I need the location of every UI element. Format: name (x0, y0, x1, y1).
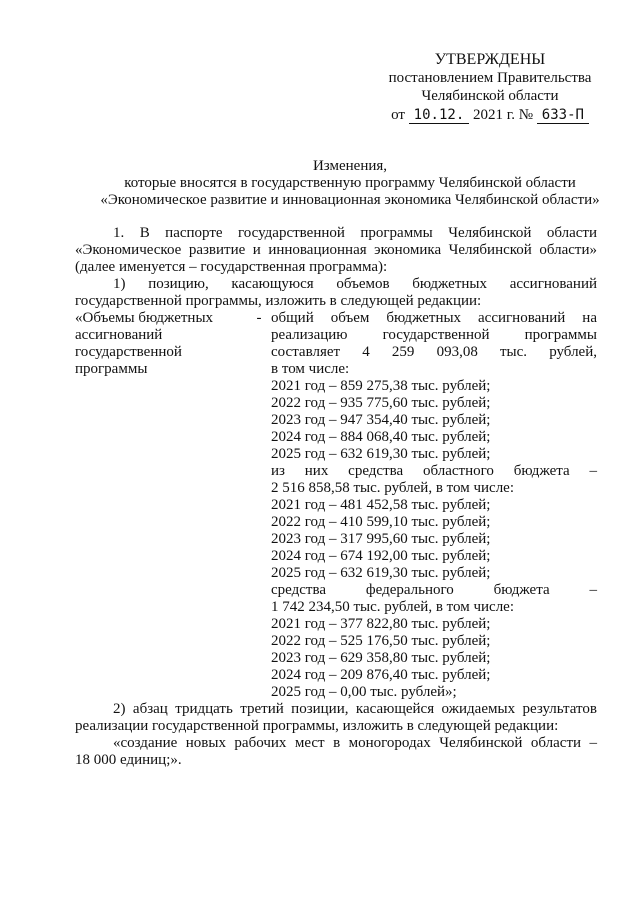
right-line: 2021 год – 859 275,38 тыс. рублей; (271, 378, 491, 394)
right-line: 2022 год – 935 775,60 тыс. рублей; (271, 395, 491, 411)
right-line: составляет 4 259 093,08 тыс. рублей, (271, 344, 597, 360)
right-line: из них средства областного бюджета – (271, 463, 597, 479)
item-1-line-2: государственной программы, изложить в следующей редакции: (75, 293, 482, 309)
right-line: 2021 год – 377 822,80 тыс. рублей; (271, 616, 491, 632)
approval-heading: УТВЕРЖДЕНЫ (434, 51, 546, 68)
right-line: 2025 год – 632 619,30 тыс. рублей; (271, 565, 491, 581)
approval-line-1: постановлением Правительства (388, 70, 592, 86)
right-line: 2024 год – 209 876,40 тыс. рублей; (271, 667, 491, 683)
approval-block (380, 50, 600, 124)
passport-table (75, 310, 597, 701)
right-line: 2 516 858,58 тыс. рублей, в том числе: (271, 480, 515, 496)
right-line: реализацию государственной программы (271, 327, 597, 343)
right-line: 1 742 234,50 тыс. рублей, в том числе: (271, 599, 515, 615)
left-line-2: ассигнований (75, 327, 163, 343)
document-title (60, 158, 640, 209)
year-text: 2021 г. № (473, 107, 534, 123)
paragraph-1-line-3: (далее именуется – государственная программа): (75, 259, 388, 275)
right-line: 2025 год – 0,00 тыс. рублей»; (271, 684, 457, 700)
item-2-line-1: 2) абзац тридцать третий позиции, касающейся ожидаемых результатов (113, 701, 597, 717)
right-line: 2024 год – 884 068,40 тыс. рублей; (271, 429, 491, 445)
right-line: 2024 год – 674 192,00 тыс. рублей; (271, 548, 491, 564)
approval-date-line (380, 106, 600, 124)
date-prefix: от (391, 107, 405, 123)
quote-line-1: «создание новых рабочих мест в моногородах Челябинской области – (113, 735, 597, 751)
left-line-1: «Объемы бюджетных (75, 310, 214, 326)
right-line: средства федерального бюджета – (271, 582, 597, 598)
right-line: в том числе: (271, 361, 350, 377)
right-line: 2023 год – 317 995,60 тыс. рублей; (271, 531, 491, 547)
document-body (75, 225, 597, 769)
left-line-3: государственной (75, 344, 182, 360)
handwritten-date: 10.12. (409, 108, 470, 124)
right-line: 2023 год – 947 354,40 тыс. рублей; (271, 412, 491, 428)
paragraph-1-line-2: «Экономическое развитие и инновационная экономика Челябинской области» (75, 242, 597, 258)
title-line-3: «Экономическое развитие и инновационная экономика Челябинской области» (100, 192, 600, 208)
left-line-4: программы (75, 361, 148, 377)
item-1-line-1: 1) позицию, касающуюся объемов бюджетных ассигнований (113, 276, 597, 292)
table-right-column (271, 310, 597, 701)
title-line-2: которые вносятся в государственную программу Челябинской области (124, 175, 576, 191)
right-line: общий объем бюджетных ассигнований на (271, 310, 597, 326)
right-line: 2021 год – 481 452,58 тыс. рублей; (271, 497, 491, 513)
approval-line-2: Челябинской области (421, 88, 559, 104)
handwritten-number: 633-П (537, 108, 589, 124)
right-line: 2022 год – 525 176,50 тыс. рублей; (271, 633, 491, 649)
quote-line-2: 18 000 единиц;». (75, 752, 182, 768)
table-left-column (75, 310, 247, 701)
right-line: 2025 год – 632 619,30 тыс. рублей; (271, 446, 491, 462)
right-line: 2022 год – 410 599,10 тыс. рублей; (271, 514, 491, 530)
table-dash: - (256, 310, 262, 326)
item-2-line-2: реализации государственной программы, изложить в следующей редакции: (75, 718, 559, 734)
paragraph-1-line-1: 1. В паспорте государственной программы Челябинской области (113, 225, 597, 241)
right-line: 2023 год – 629 358,80 тыс. рублей; (271, 650, 491, 666)
title-line-1: Изменения, (312, 158, 388, 174)
